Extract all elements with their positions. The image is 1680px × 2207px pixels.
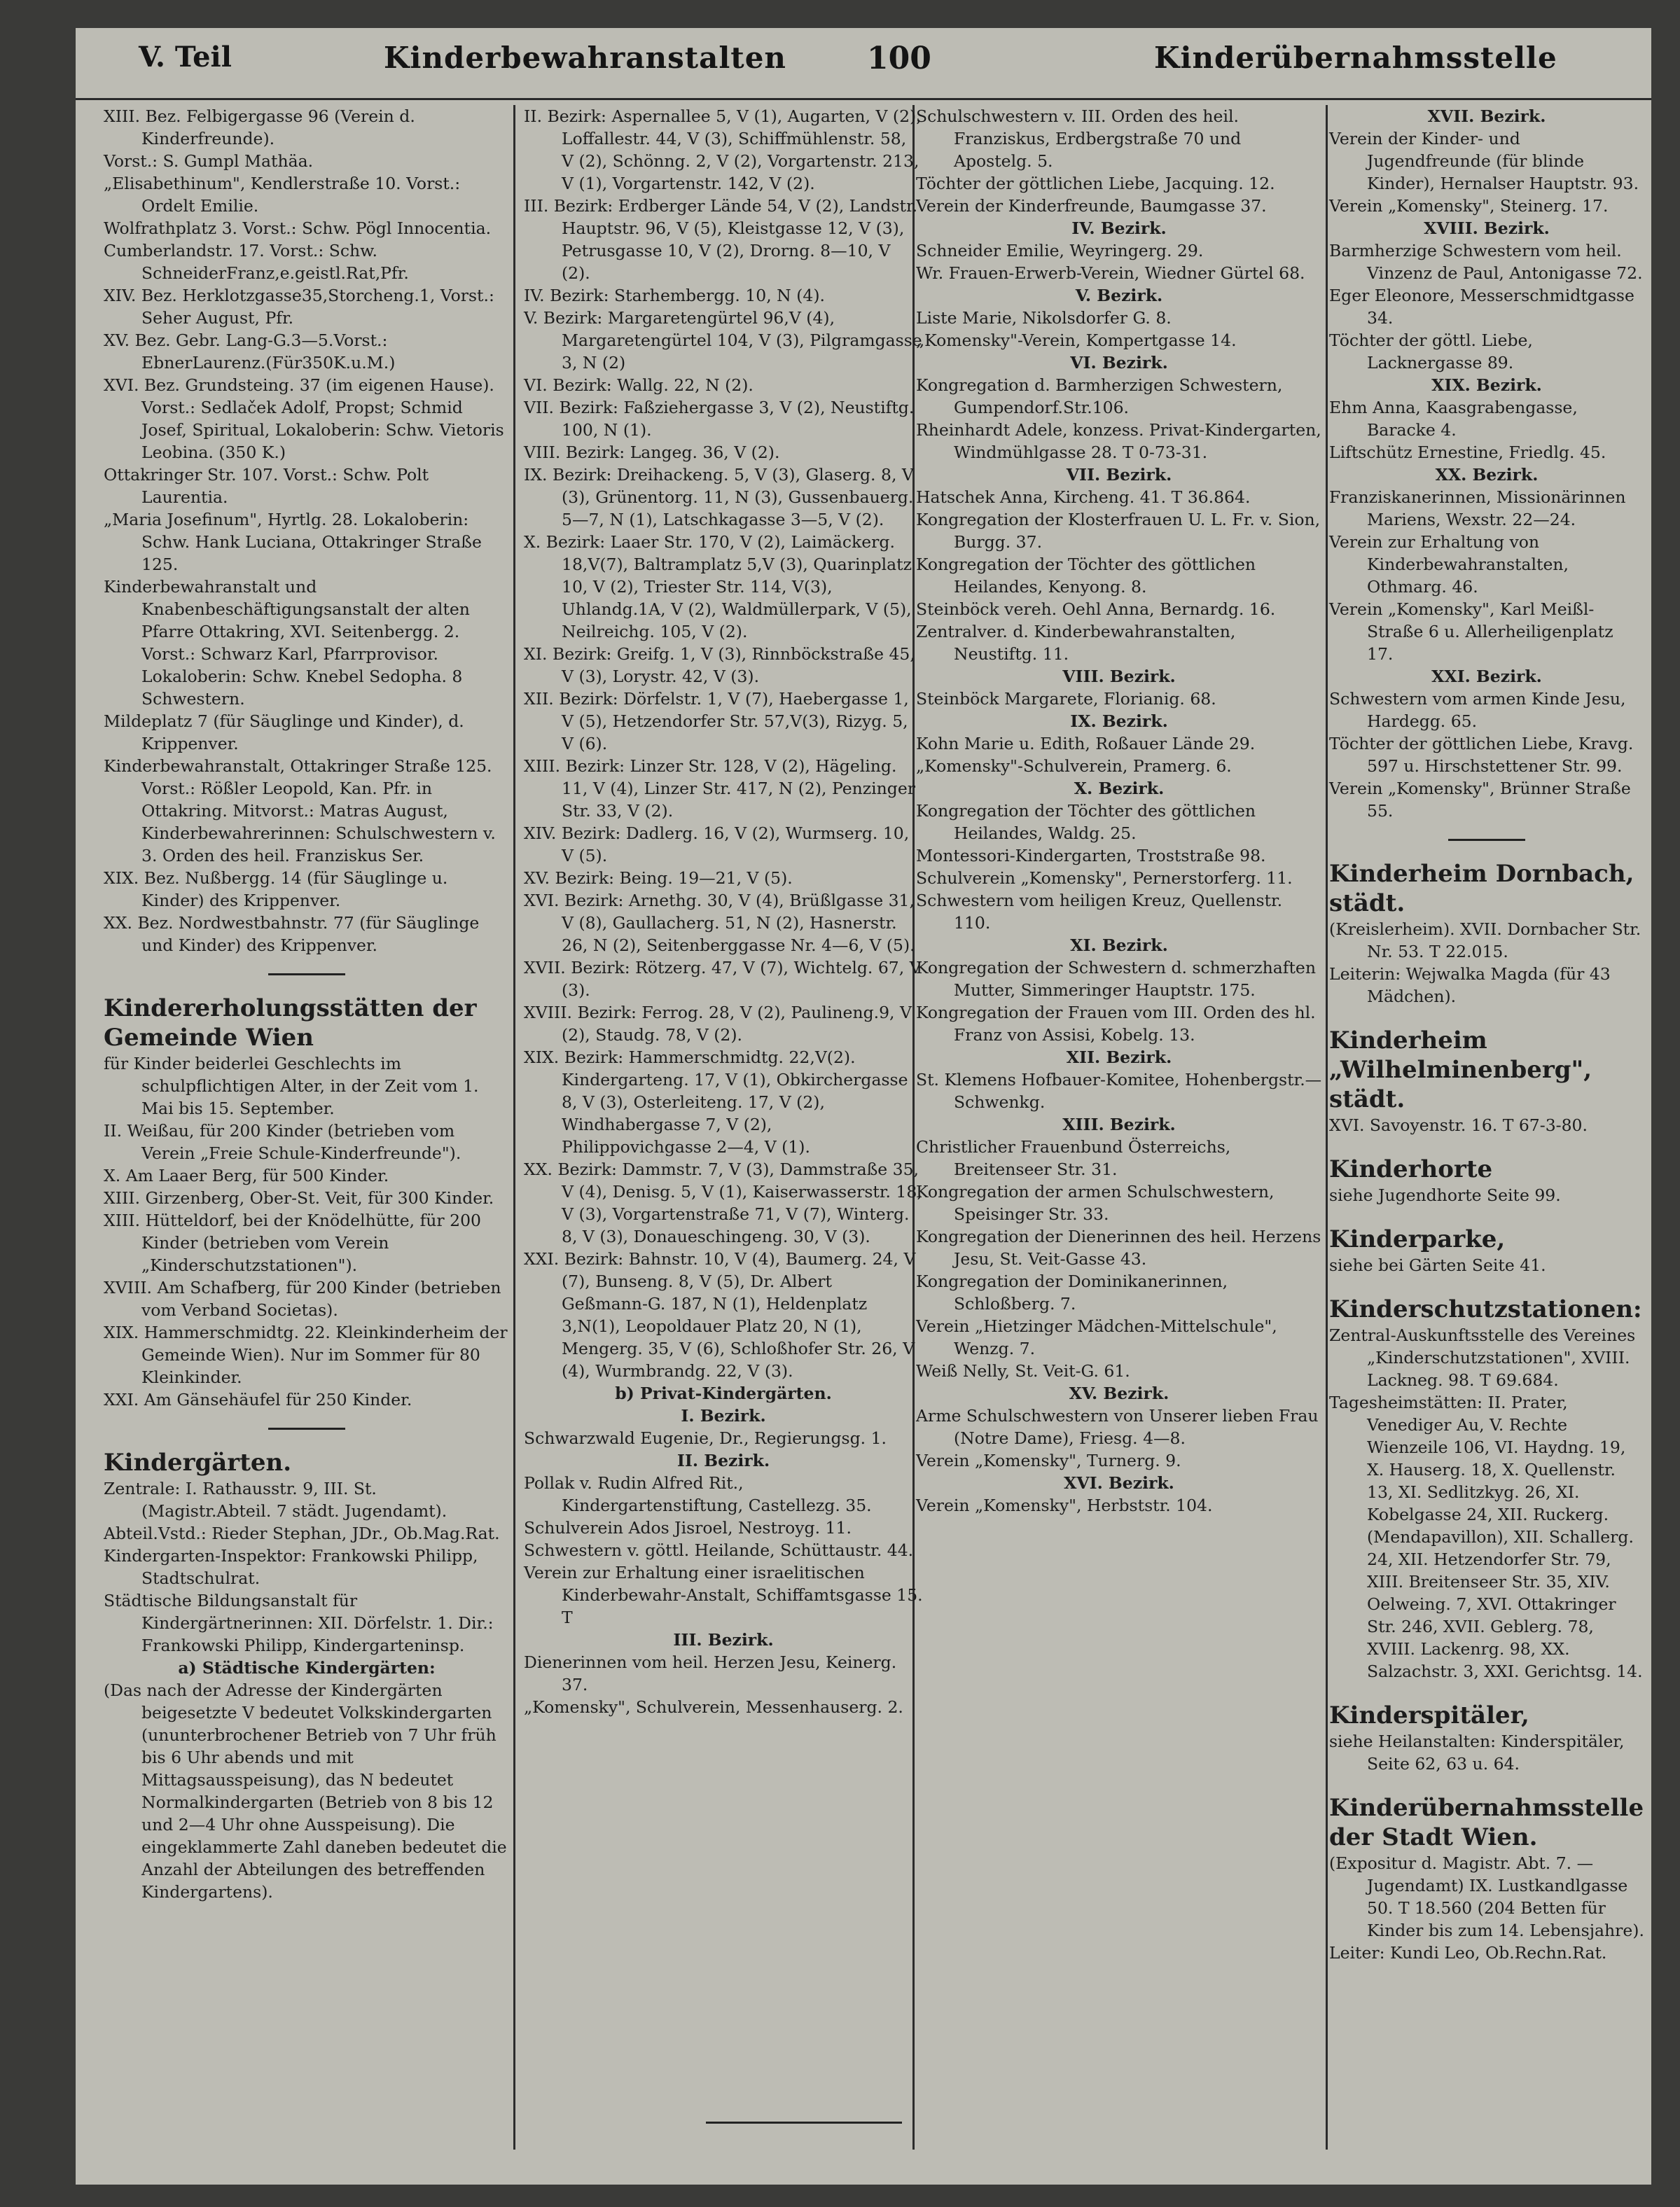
district-heading: IV. Bezirk. xyxy=(1071,218,1167,238)
district-heading: XV. Bezirk. xyxy=(1069,1384,1169,1403)
listing-entry: II. Bezirk: Aspernallee 5, V (1), Augarten, V (2), Loffallestr. 44, V (3), Schiffmühlenstr. 58, V (2), Schönng. 2, V (2), Vorgartenstr. 213, V (1), Vorgartenstr. 142, V (2). xyxy=(524,106,922,193)
listing-entry: Kongregation der Klosterfrauen U. L. Fr. v. Sion, Burgg. 37. xyxy=(916,510,1321,552)
listing-entry: Kongregation der Schwestern d. schmerzhaften Mutter, Simmeringer Hauptstr. 175. xyxy=(916,958,1316,1000)
district-heading: XXI. Bezirk. xyxy=(1431,667,1542,686)
listing-entry: III. Bezirk: Erdberger Lände 54, V (2), Landstr. Hauptstr. 96, V (5), Kleistgasse 12, V (3), Petrusgasse 10, V (2), Drorng. 8—10, V (2). xyxy=(524,196,918,283)
listing-entry: IX. Bezirk: Dreihackeng. 5, V (3), Glaserg. 8, V (3), Grünentorg. 11, N (3), Gussenbauerg. 5—7, N (1), Latschkagasse 3—5, V (2). xyxy=(524,465,914,529)
district-heading: XI. Bezirk. xyxy=(1070,935,1168,955)
listing-entry: Töchter der göttlichen Liebe, Kravg. 597 u. Hirschstettener Str. 99. xyxy=(1329,734,1634,776)
listing-entry: XIII. Bez. Felbigergasse 96 (Verein d. Kinderfreunde). xyxy=(104,106,415,148)
listing-entry: XXI. Am Gänsehäufel für 250 Kinder. xyxy=(104,1390,412,1409)
listing-entry: Ehm Anna, Kaasgrabengasse, Baracke 4. xyxy=(1329,398,1578,440)
listing-entry: Zentral-Auskunftsstelle des Vereines „Kinderschutzstationen", XVIII. Lackneg. 98. T 69.684. xyxy=(1329,1325,1636,1390)
column-1 xyxy=(104,105,510,2178)
listing-entry: Rheinhardt Adele, konzess. Privat-Kindergarten, Windmühlgasse 28. T 0-73-31. xyxy=(916,420,1321,462)
listing-entry: „Komensky"-Verein, Kompertgasse 14. xyxy=(916,330,1237,350)
listing-entry: Leiterin: Wejwalka Magda (für 43 Mädchen). xyxy=(1329,964,1611,1006)
listing-entry: St. Klemens Hofbauer-Komitee, Hohenbergstr.—Schwenkg. xyxy=(916,1070,1322,1112)
listing-entry: XVI. Bezirk: Arnethg. 30, V (4), Brüßlgasse 31, V (8), Gaullacherg. 51, N (2), Hasnerstr. 26, N (2), Seitenberggasse Nr. 4—6, V (5). xyxy=(524,891,915,955)
district-heading: III. Bezirk. xyxy=(673,1630,774,1650)
listing-entry: X. Am Laaer Berg, für 500 Kinder. xyxy=(104,1166,389,1185)
listing-entry: Steinböck Margarete, Florianig. 68. xyxy=(916,689,1216,709)
district-heading: XVI. Bezirk. xyxy=(1064,1473,1174,1493)
listing-entry: (Kreislerheim). XVII. Dornbacher Str. Nr. 53. T 22.015. xyxy=(1329,919,1641,961)
page-header xyxy=(76,28,1651,100)
listing-entry: Pollak v. Rudin Alfred Rit., Kindergartenstiftung, Castellezg. 35. xyxy=(524,1473,872,1515)
listing-entry: Wolfrathplatz 3. Vorst.: Schw. Pögl Innocentia. xyxy=(104,218,492,238)
listing-entry: XV. Bezirk: Being. 19—21, V (5). xyxy=(524,868,793,888)
listing-entry: Hatschek Anna, Kircheng. 41. T 36.864. xyxy=(916,487,1251,507)
district-heading: XIX. Bezirk. xyxy=(1431,375,1542,395)
column-rule xyxy=(1326,105,1328,2150)
listing-entry: XI. Bezirk: Greifg. 1, V (3), Rinnböckstraße 45, V (3), Lorystr. 42, V (3). xyxy=(524,644,915,686)
listing-entry: XIII. Bezirk: Linzer Str. 128, V (2), Hägeling. 11, V (4), Linzer Str. 417, N (2), Penzinger Str. 33, V (2). xyxy=(524,756,915,821)
listing-entry: VIII. Bezirk: Langeg. 36, V (2). xyxy=(524,443,780,462)
listing-entry: Kindergarten-Inspektor: Frankowski Philipp, Stadtschulrat. xyxy=(104,1546,478,1588)
district-heading: VI. Bezirk. xyxy=(1070,353,1168,373)
district-heading: XVII. Bezirk. xyxy=(1427,106,1546,126)
section-separator xyxy=(1448,839,1525,841)
listing-entry: XVI. Savoyenstr. 16. T 67-3-80. xyxy=(1329,1115,1588,1135)
column-3 xyxy=(916,105,1322,2178)
listing-entry: XII. Bezirk: Dörfelstr. 1, V (7), Haebergasse 1, V (5), Hetzendorfer Str. 57,V(3), Rizyg. 5, V (6). xyxy=(524,689,909,753)
listing-entry: Kongregation der Frauen vom III. Orden des hl. Franz von Assisi, Kobelg. 13. xyxy=(916,1003,1316,1045)
section-separator xyxy=(268,1428,345,1430)
listing-entry: Vorst.: S. Gumpl Mathäa. xyxy=(104,151,314,171)
listing-entry: Dienerinnen vom heil. Herzen Jesu, Keinerg. 37. xyxy=(524,1652,897,1694)
listing-entry: XIX. Bez. Nußbergg. 14 (für Säuglinge u. Kinder) des Krippenver. xyxy=(104,868,448,910)
listing-entry: XIX. Bezirk: Hammerschmidtg. 22,V(2). Kindergarteng. 17, V (1), Obkirchergasse 8, V (3), Osterleiteng. 17, V (2), Windhabergasse 7, V (2), Philippovichgasse 2—4, V (1). xyxy=(524,1047,908,1157)
listing-entry: Liste Marie, Nikolsdorfer G. 8. xyxy=(916,308,1172,328)
listing-entry: V. Bezirk: Margaretengürtel 96,V (4), Margaretengürtel 104, V (3), Pilgramgasse 3, N (2) xyxy=(524,308,922,373)
section-heading: Kinderschutzstationen: xyxy=(1329,1295,1642,1323)
listing-entry: Kohn Marie u. Edith, Roßauer Lände 29. xyxy=(916,734,1256,753)
listing-entry: Schwestern vom armen Kinde Jesu, Hardegg. 65. xyxy=(1329,689,1626,731)
listing-entry: Ottakringer Str. 107. Vorst.: Schw. Polt Laurentia. xyxy=(104,465,429,507)
section-heading: Kindererholungsstätten der Gemeinde Wien xyxy=(104,994,477,1052)
listing-entry: Montessori-Kindergarten, Troststraße 98. xyxy=(916,846,1266,865)
listing-entry: Cumberlandstr. 17. Vorst.: Schw. SchneiderFranz,e.geistl.Rat,Pfr. xyxy=(104,241,409,283)
listing-entry: Zentrale: I. Rathausstr. 9, III. St. (Magistr.Abteil. 7 städt. Jugendamt). xyxy=(104,1479,447,1521)
listing-entry: XIV. Bez. Herklotzgasse35,Storcheng.1, Vorst.: Seher August, Pfr. xyxy=(104,286,494,328)
listing-entry: (Expositur d. Magistr. Abt. 7. — Jugendamt) IX. Lustkandlgasse 50. T 18.560 (204 Betten für Kinder bis zum 14. Lebensjahre). xyxy=(1329,1853,1644,1940)
listing-entry: „Maria Josefinum", Hyrtlg. 28. Lokaloberin: Schw. Hank Luciana, Ottakringer Straße 125. xyxy=(104,510,482,574)
listing-entry: IV. Bezirk: Starhembergg. 10, N (4). xyxy=(524,286,825,305)
listing-entry: XVIII. Am Schafberg, für 200 Kinder (betrieben vom Verband Societas). xyxy=(104,1278,501,1320)
section-separator xyxy=(268,973,345,975)
district-heading: II. Bezirk. xyxy=(676,1451,770,1470)
district-heading: V. Bezirk. xyxy=(1075,286,1163,305)
listing-entry: Verein „Hietzinger Mädchen-Mittelschule", Wenzg. 7. xyxy=(916,1316,1277,1358)
section-heading: Kinderübernahmsstelle der Stadt Wien. xyxy=(1329,1794,1644,1851)
listing-entry: XV. Bez. Gebr. Lang-G.3—5.Vorst.: EbnerLaurenz.(Für350K.u.M.) xyxy=(104,330,396,373)
listing-entry: Zentralver. d. Kinderbewahranstalten, Neustiftg. 11. xyxy=(916,622,1236,664)
listing-entry: XVI. Bez. Grundsteing. 37 (im eigenen Hause). Vorst.: Sedlaček Adolf, Propst; Schmid Josef, Spiritual, Lokaloberin: Schw. Vietoris Leobina. (350 K.) xyxy=(104,375,504,462)
listing-entry: siehe bei Gärten Seite 41. xyxy=(1329,1255,1546,1275)
footer-rule xyxy=(706,2122,902,2124)
listing-entry: Barmherzige Schwestern vom heil. Vinzenz de Paul, Antonigasse 72. xyxy=(1329,241,1643,283)
listing-entry: Kinderbewahranstalt und Knabenbeschäftigungsanstalt der alten Pfarre Ottakring, XVI. Seitenbergg. 2. Vorst.: Schwarz Karl, Pfarrprovisor. Lokaloberin: Schw. Knebel Sedopha. 8 Schwestern. xyxy=(104,577,470,709)
listing-entry: Töchter der göttl. Liebe, Lacknergasse 89. xyxy=(1329,330,1533,373)
section-heading: Kinderhorte xyxy=(1329,1155,1493,1183)
listing-entry: II. Weißau, für 200 Kinder (betrieben vom Verein „Freie Schule-Kinderfreunde"). xyxy=(104,1121,461,1163)
listing-entry: XXI. Bezirk: Bahnstr. 10, V (4), Baumerg. 24, V (7), Bunseng. 8, V (5), Dr. Albert Geßmann-G. 187, N (1), Heldenplatz 3,N(1), Leopoldauer Platz 20, N (1), Mengerg. 35, V (6), Schloßhofer Str. 26, V (4), Wurmbrandg. 22, V (3). xyxy=(524,1249,916,1381)
listing-entry: Leiter: Kundi Leo, Ob.Rechn.Rat. xyxy=(1329,1943,1607,1963)
listing-entry: VII. Bezirk: Faßziehergasse 3, V (2), Neustiftg. 100, N (1). xyxy=(524,398,915,440)
listing-entry: Schulverein Ados Jisroel, Nestroyg. 11. xyxy=(524,1518,852,1538)
district-heading: XIII. Bezirk. xyxy=(1062,1115,1176,1134)
listing-entry: Schneider Emilie, Weyringerg. 29. xyxy=(916,241,1204,260)
section-heading: Kinderspitäler, xyxy=(1329,1701,1529,1729)
listing-entry: Verein zur Erhaltung von Kinderbewahranstalten, Othmarg. 46. xyxy=(1329,532,1569,597)
district-heading: XX. Bezirk. xyxy=(1435,465,1539,485)
page-number: 100 xyxy=(867,41,931,76)
listing-entry: Kongregation d. Barmherzigen Schwestern, Gumpendorf.Str.106. xyxy=(916,375,1283,417)
listing-entry: Verein „Komensky", Herbststr. 104. xyxy=(916,1496,1213,1515)
listing-entry: (Das nach der Adresse der Kindergärten beigesetzte V bedeutet Volkskindergarten (ununterbrochener Betrieb von 7 Uhr früh bis 6 Uhr abends und mit Mittagsausspeisung), das N bedeutet Normalkindergarten (Betrieb von 8 bis 12 und 2—4 Uhr ohne Ausspeisung). Die eingeklammerte Zahl daneben bedeutet die Anzahl der Abteilungen des betreffenden Kindergartens). xyxy=(104,1680,507,1902)
listing-entry: „Komensky"-Schulverein, Pramerg. 6. xyxy=(916,756,1232,776)
district-heading: XII. Bezirk. xyxy=(1066,1047,1172,1067)
district-heading: VIII. Bezirk. xyxy=(1062,667,1176,686)
listing-entry: Schwestern vom heiligen Kreuz, Quellenstr. 110. xyxy=(916,891,1283,933)
listing-entry: Tagesheimstätten: II. Prater, Venediger Au, V. Rechte Wienzeile 106, VI. Haydng. 19, X. Hauserg. 18, X. Quellenstr. 13, XI. Sedlitzkyg. 26, XI. Kobelgasse 24, XII. Ruckerg. (Mendapavillon), XII. Schallerg. 24, XII. Hetzendorfer Str. 79, XIII. Breitenseer Str. 35, XIV. Oelweing. 7, XVI. Ottakringer Str. 246, XVII. Geblerg. 78, XVIII. Lackenrg. 98, XX. Salzachstr. 3, XXI. Gerichtsg. 14. xyxy=(1329,1393,1643,1681)
listing-entry: Schwarzwald Eugenie, Dr., Regierungsg. 1. xyxy=(524,1428,887,1448)
running-title-left: Kinderbewahranstalten xyxy=(384,41,786,75)
listing-entry: „Komensky", Schulverein, Messenhauserg. 2. xyxy=(524,1697,903,1717)
listing-entry: siehe Jugendhorte Seite 99. xyxy=(1329,1185,1561,1205)
listing-entry: Kongregation der Dominikanerinnen, Schloßberg. 7. xyxy=(916,1272,1228,1314)
listing-entry: Wr. Frauen-Erwerb-Verein, Wiedner Gürtel 68. xyxy=(916,263,1305,283)
listing-entry: Kongregation der Töchter des göttlichen Heilandes, Waldg. 25. xyxy=(916,801,1256,843)
listing-entry: Verein zur Erhaltung einer israelitischen Kinderbewahr-Anstalt, Schiffamtsgasse 15. T xyxy=(524,1563,923,1627)
listing-entry: Kongregation der Dienerinnen des heil. Herzens Jesu, St. Veit-Gasse 43. xyxy=(916,1227,1321,1269)
listing-entry: XIX. Hammerschmidtg. 22. Kleinkinderheim der Gemeinde Wien). Nur im Sommer für 80 Kleinkinder. xyxy=(104,1323,508,1387)
section-heading: Kinderparke, xyxy=(1329,1225,1506,1253)
district-heading: IX. Bezirk. xyxy=(1070,711,1168,731)
district-heading: b) Privat-Kindergärten. xyxy=(615,1384,832,1403)
district-heading: VII. Bezirk. xyxy=(1066,465,1172,485)
section-heading: Kinderheim Dornbach, städt. xyxy=(1329,860,1634,917)
listing-entry: Verein der Kinderfreunde, Baumgasse 37. xyxy=(916,196,1267,216)
column-2 xyxy=(524,105,923,2178)
listing-entry: für Kinder beiderlei Geschlechts im schulpflichtigen Alter, in der Zeit vom 1. Mai bis 15. September. xyxy=(104,1054,479,1118)
listing-entry: Verein „Komensky", Brünner Straße 55. xyxy=(1329,779,1631,821)
part-label: V. Teil xyxy=(139,41,232,74)
newspaper-page xyxy=(76,28,1651,2185)
listing-entry: XX. Bez. Nordwestbahnstr. 77 (für Säuglinge und Kinder) des Krippenver. xyxy=(104,913,480,955)
listing-entry: Verein „Komensky", Turnerg. 9. xyxy=(916,1451,1181,1470)
listing-entry: Eger Eleonore, Messerschmidtgasse 34. xyxy=(1329,286,1634,328)
listing-entry: Schulverein „Komensky", Pernerstorferg. 11. xyxy=(916,868,1293,888)
listing-entry: Abteil.Vstd.: Rieder Stephan, JDr., Ob.Mag.Rat. xyxy=(104,1524,500,1543)
listing-entry: „Elisabethinum", Kendlerstraße 10. Vorst.: Ordelt Emilie. xyxy=(104,174,461,216)
listing-entry: Schulschwestern v. III. Orden des heil. Franziskus, Erdbergstraße 70 und Apostelg. 5. xyxy=(916,106,1242,171)
listing-entry: XVIII. Bezirk: Ferrog. 28, V (2), Paulineng.9, V (2), Staudg. 78, V (2). xyxy=(524,1003,912,1045)
listing-entry: Schwestern v. göttl. Heilande, Schüttaustr. 44. xyxy=(524,1540,914,1560)
district-heading: a) Städtische Kindergärten: xyxy=(178,1658,436,1678)
listing-entry: Kongregation der armen Schulschwestern, Speisinger Str. 33. xyxy=(916,1182,1275,1224)
listing-entry: XIII. Girzenberg, Ober-St. Veit, für 300 Kinder. xyxy=(104,1188,494,1208)
listing-entry: VI. Bezirk: Wallg. 22, N (2). xyxy=(524,375,754,395)
listing-entry: Mildeplatz 7 (für Säuglinge und Kinder), d. Krippenver. xyxy=(104,711,464,753)
district-heading: XVIII. Bezirk. xyxy=(1424,218,1550,238)
listing-entry: XIV. Bezirk: Dadlerg. 16, V (2), Wurmserg. 10, V (5). xyxy=(524,823,910,865)
listing-entry: siehe Heilanstalten: Kinderspitäler, Seite 62, 63 u. 64. xyxy=(1329,1732,1625,1774)
column-rule xyxy=(513,105,515,2150)
listing-entry: Töchter der göttlichen Liebe, Jacquing. 12. xyxy=(916,174,1275,193)
listing-entry: Steinböck vereh. Oehl Anna, Bernardg. 16. xyxy=(916,599,1276,619)
district-heading: I. Bezirk. xyxy=(681,1406,766,1426)
listing-entry: XVII. Bezirk: Rötzerg. 47, V (7), Wichtelg. 67, V (3). xyxy=(524,958,922,1000)
section-heading: Kindergärten. xyxy=(104,1449,292,1477)
listing-entry: Verein der Kinder- und Jugendfreunde (für blinde Kinder), Hernalser Hauptstr. 93. xyxy=(1329,129,1639,193)
listing-entry: Städtische Bildungsanstalt für Kindergärtnerinnen: XII. Dörfelstr. 1. Dir.: Frankowski Philipp, Kindergarteninsp. xyxy=(104,1591,494,1655)
listing-entry: XIII. Hütteldorf, bei der Knödelhütte, für 200 Kinder (betrieben vom Verein „Kinderschutzstationen"). xyxy=(104,1211,481,1275)
listing-entry: Verein „Komensky", Steinerg. 17. xyxy=(1329,196,1609,216)
column-4 xyxy=(1329,105,1644,2178)
listing-entry: Verein „Komensky", Karl Meißl-Straße 6 u. Allerheiligenplatz 17. xyxy=(1329,599,1613,664)
listing-entry: Kinderbewahranstalt, Ottakringer Straße 125. Vorst.: Rößler Leopold, Kan. Pfr. in Ottakring. Mitvorst.: Matras August, Kinderbewahrerinnen: Schulschwestern v. 3. Orden des heil. Franziskus Ser. xyxy=(104,756,496,865)
listing-entry: Kongregation der Töchter des göttlichen Heilandes, Kenyong. 8. xyxy=(916,555,1256,597)
listing-entry: XX. Bezirk: Dammstr. 7, V (3), Dammstraße 35, V (4), Denisg. 5, V (1), Kaiserwasserstr. 18, V (3), Vorgartenstraße 71, V (7), Winterg. 8, V (3), Donaueschingeng. 30, V (3). xyxy=(524,1160,922,1246)
listing-entry: Christlicher Frauenbund Österreichs, Breitenseer Str. 31. xyxy=(916,1137,1231,1179)
listing-entry: Arme Schulschwestern von Unserer lieben Frau (Notre Dame), Friesg. 4—8. xyxy=(916,1406,1319,1448)
listing-entry: Liftschütz Ernestine, Friedlg. 45. xyxy=(1329,443,1606,462)
listing-entry: Weiß Nelly, St. Veit-G. 61. xyxy=(916,1361,1130,1381)
district-heading: X. Bezirk. xyxy=(1074,779,1165,798)
section-heading: Kinderheim „Wilhelminenberg", städt. xyxy=(1329,1026,1592,1113)
running-title-right: Kinderübernahmsstelle xyxy=(1154,41,1557,75)
listing-entry: X. Bezirk: Laaer Str. 170, V (2), Laimäckerg. 18,V(7), Baltramplatz 5,V (3), Quarinplatz 10, V (2), Triester Str. 114, V(3), Uhlandg.1A, V (2), Waldmüllerpark, V (5), Neilreichg. 105, V (2). xyxy=(524,532,912,641)
listing-entry: Franziskanerinnen, Missionärinnen Mariens, Wexstr. 22—24. xyxy=(1329,487,1626,529)
